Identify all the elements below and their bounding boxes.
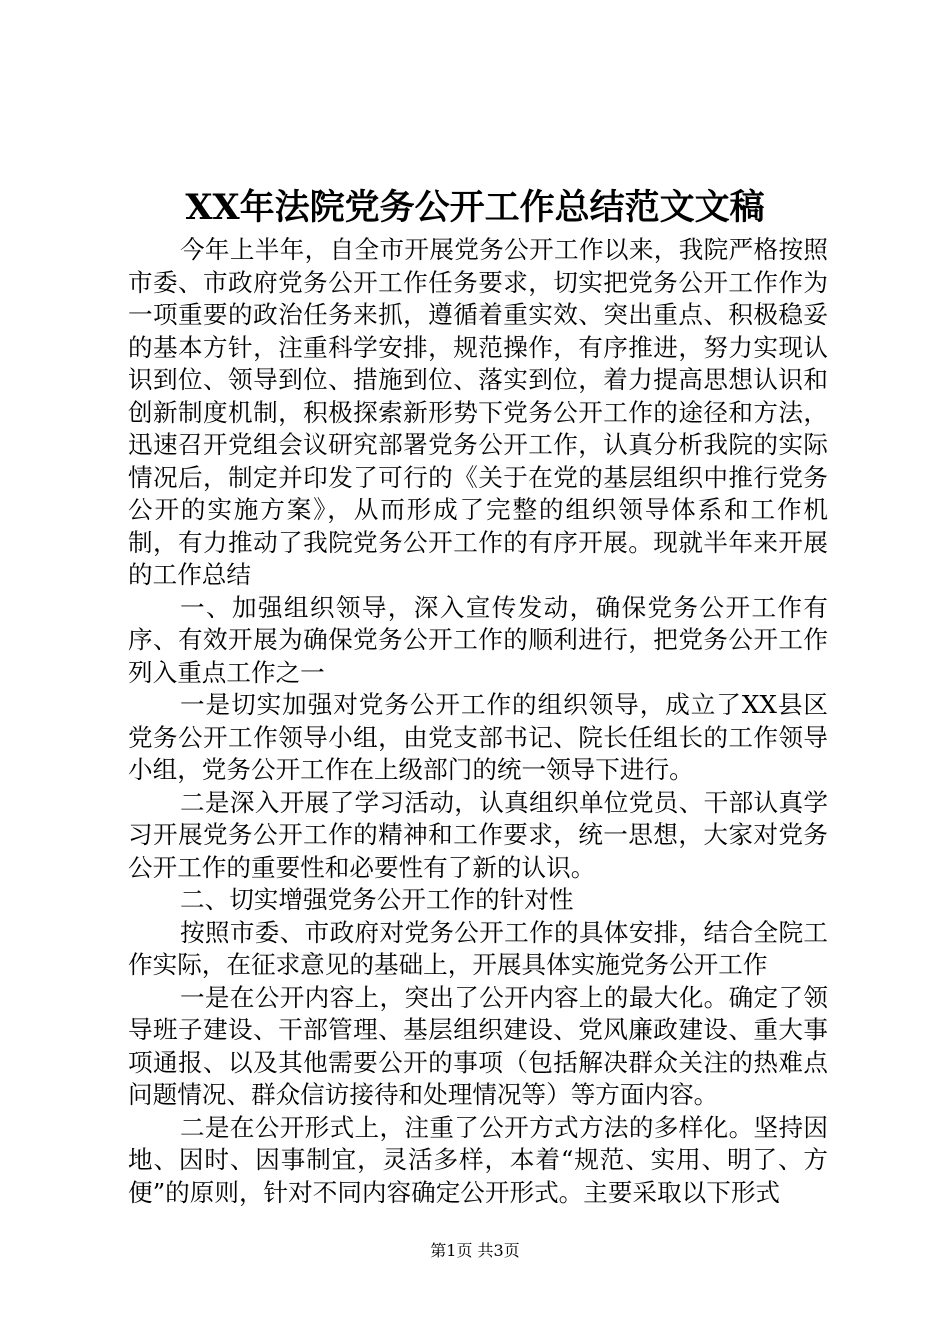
- paragraph: 一是切实加强对党务公开工作的组织领导，成立了XX县区党务公开工作领导小组，由党支部书记、院长任组长的工作领导小组，党务公开工作在上级部门的统一领导下进行。: [128, 690, 828, 784]
- paragraph: 一、加强组织领导，深入宣传发动，确保党务公开工作有序、有效开展为确保党务公开工作的顺利进行，把党务公开工作列入重点工作之一: [128, 592, 828, 687]
- paragraph: 二、切实增强党务公开工作的针对性: [180, 885, 574, 914]
- paragraph: 今年上半年，自全市开展党务公开工作以来，我院严格按照市委、市政府党务公开工作任务要求，切实把党务公开工作作为一项重要的政治任务来抓，遵循着重实效、突出重点、积极稳妥的基本方针，注重科学安排，规范操作，有序推进，努力实现认识到位、领导到位、措施到位、落实到位，着力提高思想认识和创新制度机制，积极探索新形势下党务公开工作的途径和方法，迅速召开党组会议研究部署党务公开工作，认真分析我院的实际情况后，制定并印发了可行的《关于在党的基层组织中推行党务公开的实施方案》，从而形成了完整的组织领导体系和工作机制，有力推动了我院党务公开工作的有序开展。现就半年来开展的工作总结: [128, 235, 828, 589]
- paragraph: 二是在公开形式上，注重了公开方式方法的多样化。坚持因地、因时、因事制宜，灵活多样，本着“规范、实用、明了、方便”的原则，针对不同内容确定公开形式。主要采取以下形式: [128, 1112, 828, 1207]
- document-body: [128, 234, 828, 1209]
- paragraph: 按照市委、市政府对党务公开工作的具体安排，结合全院工作实际，在征求意见的基础上，开展具体实施党务公开工作: [128, 917, 828, 979]
- document-title: XX年法院党务公开工作总结范文文稿: [185, 187, 765, 228]
- page-footer: 第1页 共3页: [430, 1241, 520, 1260]
- paragraph: 二是深入开展了学习活动，认真组织单位党员、干部认真学习开展党务公开工作的精神和工作要求，统一思想，大家对党务公开工作的重要性和必要性有了新的认识。: [128, 787, 828, 882]
- paragraph: 一是在公开内容上，突出了公开内容上的最大化。确定了领导班子建设、干部管理、基层组织建设、党风廉政建设、重大事项通报、以及其他需要公开的事项（包括解决群众关注的热难点问题情况、群众信访接待和处理情况等）等方面内容。: [128, 982, 828, 1109]
